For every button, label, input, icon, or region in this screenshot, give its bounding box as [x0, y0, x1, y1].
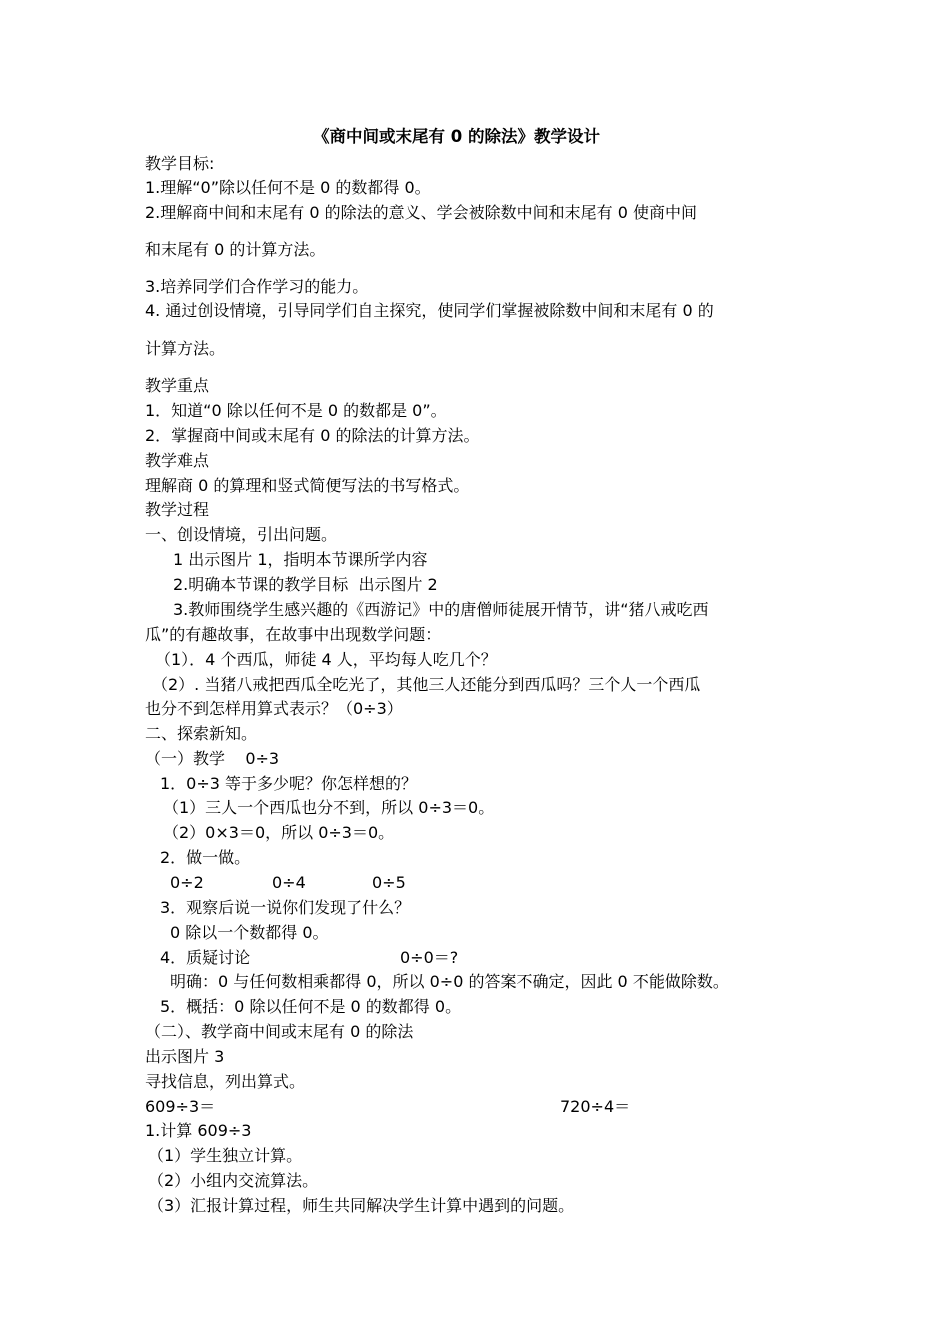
document-title: 《商中间或末尾有 0 的除法》教学设计: [313, 127, 600, 146]
calc-1-step-2: （2）小组内交流算法。: [148, 1171, 319, 1190]
part-1-item-4-equation: 0÷0＝?: [400, 948, 459, 967]
part-1-item-3: 3．观察后说一说你们发现了什么？: [160, 898, 411, 917]
difficulty-heading: 教学难点: [145, 451, 210, 470]
part-1-item-4-clarify: 明确：0 与任何数相乘都得 0，所以 0÷0 的答案不确定，因此 0 不能做除数。: [170, 972, 729, 991]
part-1-heading: （一）教学 0÷3: [145, 749, 280, 768]
question-2-line-1: （2）. 当猪八戒把西瓜全吃光了，其他三人还能分到西瓜吗？三个人一个西瓜: [152, 675, 701, 694]
part-2-heading: （二）、教学商中间或末尾有 0 的除法: [145, 1022, 414, 1041]
part-1-item-4: 4．质疑讨论: [160, 948, 251, 967]
keypoints-heading: 教学重点: [145, 376, 210, 395]
question-1: （1）．4 个西瓜，师徒 4 人，平均每人吃几个？: [155, 650, 497, 669]
question-2-line-2: 也分不到怎样用算式表示？（0÷3）: [145, 699, 403, 718]
part-1-item-5: 5．概括：0 除以任何不是 0 的数都得 0。: [160, 997, 462, 1016]
objectives-heading: 教学目标:: [145, 154, 215, 173]
part-1-item-3-answer: 0 除以一个数都得 0。: [170, 923, 329, 942]
objective-3: 3.培养同学们合作学习的能力。: [145, 277, 369, 296]
objective-4-line-2: 计算方法。: [145, 339, 226, 358]
part-2-show-picture: 出示图片 3: [145, 1047, 225, 1066]
objective-1: 1.理解“0”除以任何不是 0 的数都得 0。: [145, 178, 431, 197]
exercise-1: 0÷2: [170, 873, 204, 892]
part-1-item-2: 2．做一做。: [160, 848, 251, 867]
keypoint-2: 2．掌握商中间或末尾有 0 的除法的计算方法。: [145, 426, 480, 445]
equation-609: 609÷3＝: [145, 1097, 216, 1116]
calc-1-step-1: （1）学生独立计算。: [148, 1146, 303, 1165]
keypoint-1: 1．知道“0 除以任何不是 0 的数都是 0”。: [145, 401, 447, 420]
calc-1-heading: 1.计算 609÷3: [145, 1121, 252, 1140]
equation-720: 720÷4＝: [560, 1097, 631, 1116]
section-2-heading: 二、探索新知。: [145, 724, 258, 743]
part-2-find-info: 寻找信息，列出算式。: [145, 1072, 306, 1091]
part-1-item-1a: （1）三人一个西瓜也分不到，所以 0÷3＝0。: [163, 798, 495, 817]
objective-2-line-2: 和末尾有 0 的计算方法。: [145, 240, 326, 259]
exercise-2: 0÷4: [272, 873, 306, 892]
difficulty-text: 理解商 0 的算理和竖式简便写法的书写格式。: [145, 476, 470, 495]
section-1-item-1: 1 出示图片 1，指明本节课所学内容: [173, 550, 428, 569]
part-1-item-1: 1．0÷3 等于多少呢？你怎样想的？: [160, 774, 418, 793]
objective-4-line-1: 4. 通过创设情境，引导同学们自主探究，使同学们掌握被除数中间和末尾有 0 的: [145, 301, 714, 320]
exercise-3: 0÷5: [372, 873, 406, 892]
calc-1-step-3: （3）汇报计算过程，师生共同解决学生计算中遇到的问题。: [148, 1196, 575, 1215]
section-1-item-3-line-2: 瓜”的有趣故事，在故事中出现数学问题：: [145, 625, 442, 644]
section-1-item-2: 2.明确本节课的教学目标 出示图片 2: [173, 575, 438, 594]
section-1-item-3-line-1: 3.教师围绕学生感兴趣的《西游记》中的唐僧师徒展开情节，讲“猪八戒吃西: [173, 600, 709, 619]
section-1-heading: 一、创设情境，引出问题。: [145, 525, 338, 544]
objective-2-line-1: 2.理解商中间和末尾有 0 的除法的意义、学会被除数中间和末尾有 0 使商中间: [145, 203, 697, 222]
process-heading: 教学过程: [145, 500, 210, 519]
part-1-item-1b: （2）0×3＝0，所以 0÷3＝0。: [163, 823, 395, 842]
